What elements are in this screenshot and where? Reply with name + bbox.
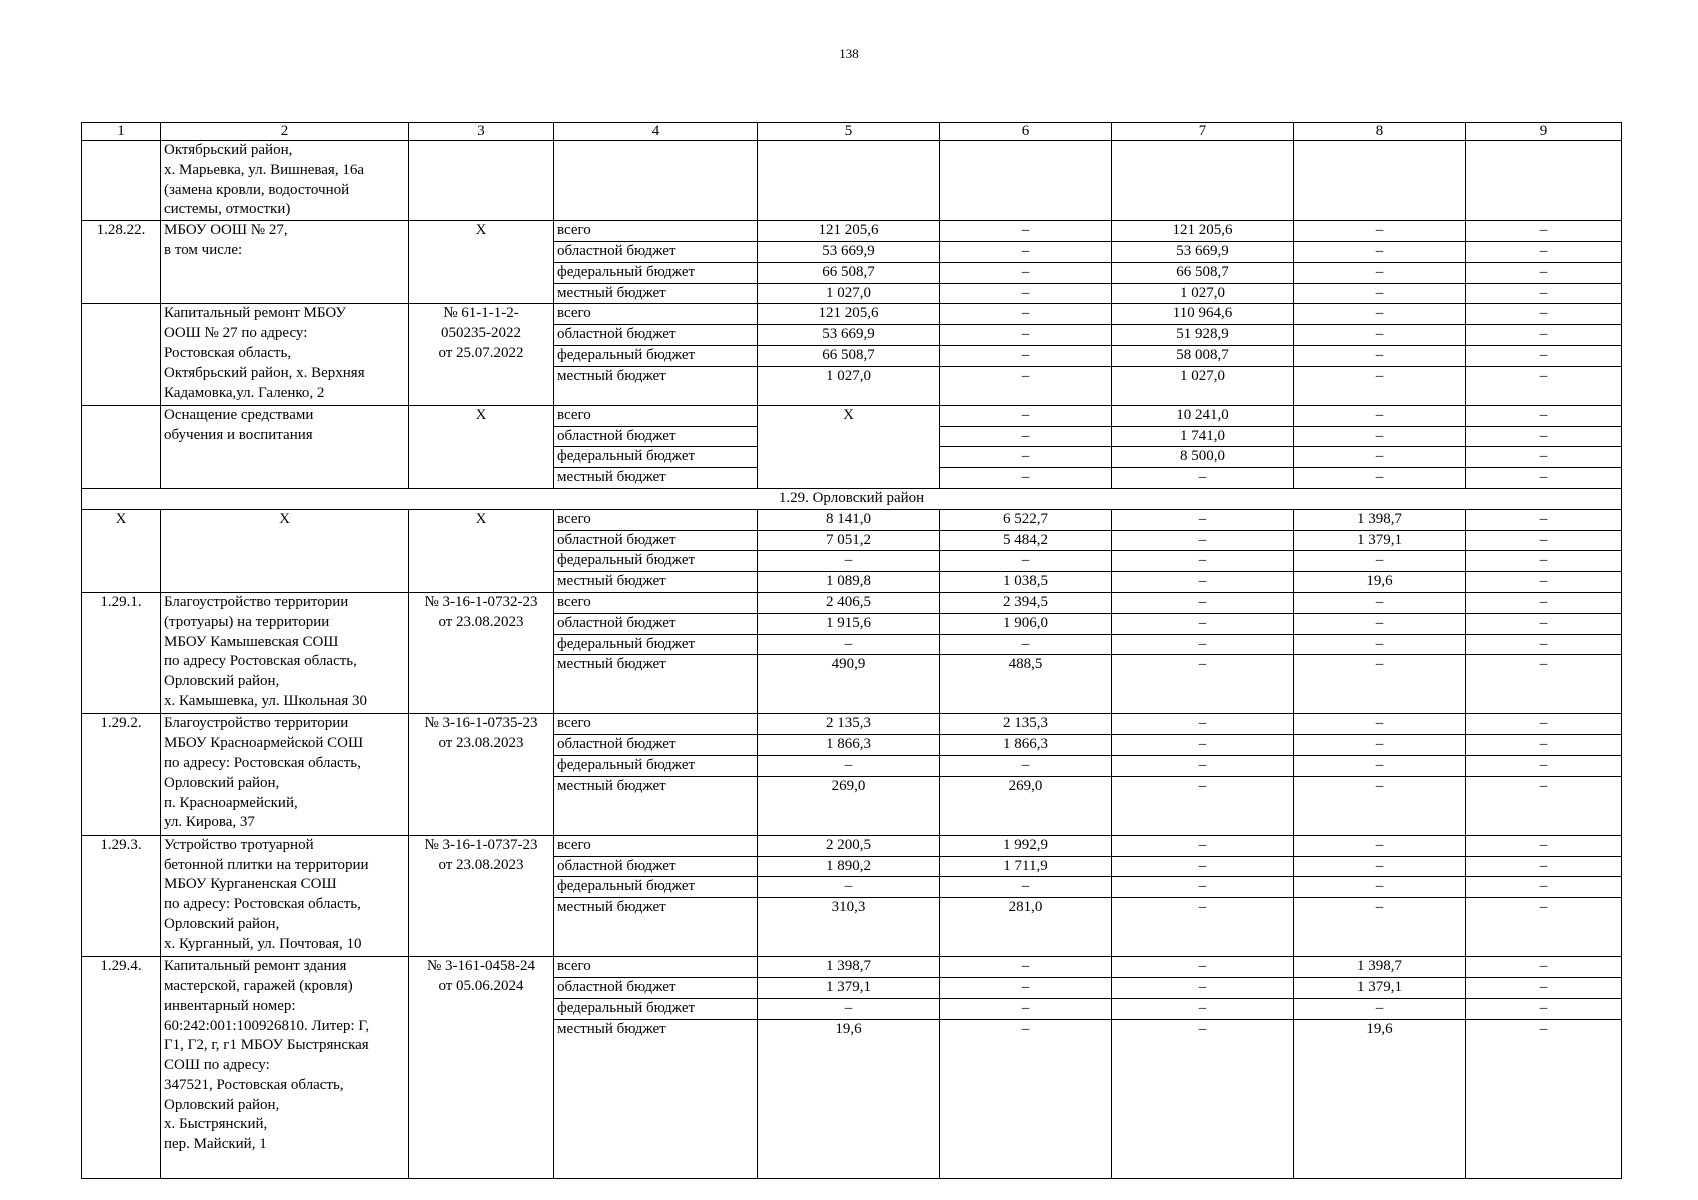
amount-year-2026: – xyxy=(1294,262,1466,283)
amount-total: 121 205,6 xyxy=(758,221,940,242)
budget-line-label: областной бюджет xyxy=(554,426,758,447)
amount-year-2025: – xyxy=(1112,714,1294,735)
col-header-4: 4 xyxy=(554,123,758,141)
budget-line-label: всего xyxy=(554,304,758,325)
amount-year-2027: – xyxy=(1466,283,1622,304)
empty-cell xyxy=(409,141,554,221)
amount-total: 1 379,1 xyxy=(758,978,940,999)
amount-year-2026: – xyxy=(1294,613,1466,634)
amount-year-2025: 8 500,0 xyxy=(1112,447,1294,468)
budget-line-label: местный бюджет xyxy=(554,655,758,714)
amount-year-2025: 1 027,0 xyxy=(1112,283,1294,304)
amount-year-2024: 1 711,9 xyxy=(940,856,1112,877)
amount-year-2025: 110 964,6 xyxy=(1112,304,1294,325)
amount-total: 1 890,2 xyxy=(758,856,940,877)
amount-year-2027: – xyxy=(1466,572,1622,593)
amount-year-2024: – xyxy=(940,447,1112,468)
amount-total: 53 669,9 xyxy=(758,241,940,262)
budget-line-label: федеральный бюджет xyxy=(554,634,758,655)
amount-year-2024: – xyxy=(940,468,1112,489)
col-header-9: 9 xyxy=(1466,123,1622,141)
amount-year-2025: 1 741,0 xyxy=(1112,426,1294,447)
amount-year-2026: – xyxy=(1294,345,1466,366)
amount-year-2026: – xyxy=(1294,426,1466,447)
amount-year-2026: – xyxy=(1294,241,1466,262)
budget-line-label: местный бюджет xyxy=(554,366,758,405)
amount-year-2025: – xyxy=(1112,735,1294,756)
amount-total: 53 669,9 xyxy=(758,325,940,346)
section-row xyxy=(82,488,1622,509)
object-description: Оснащение средствами обучения и воспитания xyxy=(161,405,409,488)
amount-year-2026: – xyxy=(1294,447,1466,468)
budget-line-label: местный бюджет xyxy=(554,898,758,957)
budget-line-label: всего xyxy=(554,509,758,530)
amount-year-2026: – xyxy=(1294,221,1466,242)
table-row xyxy=(82,509,1622,530)
amount-total: 19,6 xyxy=(758,1020,940,1179)
amount-year-2027: – xyxy=(1466,530,1622,551)
amount-year-2027: – xyxy=(1466,856,1622,877)
amount-year-2027: – xyxy=(1466,304,1622,325)
amount-year-2026: – xyxy=(1294,835,1466,856)
amount-year-2026: – xyxy=(1294,283,1466,304)
amount-year-2025: 58 008,7 xyxy=(1112,345,1294,366)
amount-total: 2 135,3 xyxy=(758,714,940,735)
budget-table xyxy=(81,122,1622,1179)
amount-year-2027: – xyxy=(1466,613,1622,634)
col-header-7: 7 xyxy=(1112,123,1294,141)
header-row xyxy=(82,123,1622,141)
empty-cell xyxy=(940,141,1112,221)
amount-year-2027: – xyxy=(1466,468,1622,489)
amount-year-2026: – xyxy=(1294,999,1466,1020)
table-row xyxy=(82,714,1622,735)
amount-year-2025: – xyxy=(1112,551,1294,572)
amount-year-2026: – xyxy=(1294,877,1466,898)
object-description: Устройство тротуарной бетонной плитки на территории МБОУ Курганенская СОШ по адресу: Ростовская область, Орловский район, х. Курганный, ул. Почтовая, 10 xyxy=(161,835,409,956)
amount-year-2025: – xyxy=(1112,655,1294,714)
table-row xyxy=(82,835,1622,856)
amount-year-2025: 121 205,6 xyxy=(1112,221,1294,242)
amount-year-2024: 6 522,7 xyxy=(940,509,1112,530)
amount-year-2026: – xyxy=(1294,551,1466,572)
budget-line-label: областной бюджет xyxy=(554,613,758,634)
col-header-8: 8 xyxy=(1294,123,1466,141)
budget-line-label: всего xyxy=(554,592,758,613)
document-number: Х xyxy=(409,509,554,592)
amount-year-2024: – xyxy=(940,283,1112,304)
document-number: № 61-1-1-2- 050235-2022 от 25.07.2022 xyxy=(409,304,554,405)
amount-year-2024: – xyxy=(940,241,1112,262)
amount-year-2024: 269,0 xyxy=(940,776,1112,835)
amount-total: 1 027,0 xyxy=(758,283,940,304)
amount-year-2027: – xyxy=(1466,345,1622,366)
amount-year-2027: – xyxy=(1466,262,1622,283)
object-description: МБОУ ООШ № 27, в том числе: xyxy=(161,221,409,304)
amount-year-2024: – xyxy=(940,366,1112,405)
row-number: 1.29.2. xyxy=(82,714,161,835)
amount-year-2026: – xyxy=(1294,468,1466,489)
amount-total: 490,9 xyxy=(758,655,940,714)
amount-year-2024: – xyxy=(940,634,1112,655)
amount-year-2027: – xyxy=(1466,755,1622,776)
amount-year-2025: – xyxy=(1112,957,1294,978)
section-title: 1.29. Орловский район xyxy=(82,488,1622,509)
amount-year-2027: – xyxy=(1466,447,1622,468)
amount-total: – xyxy=(758,551,940,572)
object-description: Октябрьский район, х. Марьевка, ул. Вишневая, 16а (замена кровли, водосточной системы, отмостки) xyxy=(161,141,409,221)
budget-line-label: всего xyxy=(554,835,758,856)
document-number: № 3-16-1-0735-23 от 23.08.2023 xyxy=(409,714,554,835)
document-number: № 3-16-1-0737-23 от 23.08.2023 xyxy=(409,835,554,956)
col-header-6: 6 xyxy=(940,123,1112,141)
amount-year-2026: 19,6 xyxy=(1294,572,1466,593)
amount-year-2026: – xyxy=(1294,304,1466,325)
budget-line-label: областной бюджет xyxy=(554,856,758,877)
budget-line-label: федеральный бюджет xyxy=(554,262,758,283)
row-number: 1.28.22. xyxy=(82,221,161,304)
object-description: Капитальный ремонт здания мастерской, гаражей (кровля) инвентарный номер: 60:242:001:100926810. Литер: Г, Г1, Г2, г, г1 МБОУ Быстрянская СОШ по адресу: 347521, Ростовская область, Орловский район, х. Быстрянский, пер. Майский, 1 xyxy=(161,957,409,1179)
row-number xyxy=(82,304,161,405)
amount-year-2025: – xyxy=(1112,468,1294,489)
amount-year-2024: – xyxy=(940,345,1112,366)
amount-total: 66 508,7 xyxy=(758,262,940,283)
row-number xyxy=(82,141,161,221)
amount-total: Х xyxy=(758,405,940,488)
page-number: 138 xyxy=(839,46,859,61)
document-number: № 3-161-0458-24 от 05.06.2024 xyxy=(409,957,554,1179)
amount-year-2025: – xyxy=(1112,530,1294,551)
object-description: Х xyxy=(161,509,409,592)
amount-year-2024: 281,0 xyxy=(940,898,1112,957)
amount-year-2025: 53 669,9 xyxy=(1112,241,1294,262)
amount-year-2024: – xyxy=(940,999,1112,1020)
amount-year-2025: – xyxy=(1112,592,1294,613)
empty-cell xyxy=(554,141,758,221)
amount-year-2027: – xyxy=(1466,978,1622,999)
amount-year-2027: – xyxy=(1466,325,1622,346)
document-number: № 3-16-1-0732-23 от 23.08.2023 xyxy=(409,592,554,713)
amount-year-2024: – xyxy=(940,1020,1112,1179)
amount-year-2024: 1 906,0 xyxy=(940,613,1112,634)
amount-total: 121 205,6 xyxy=(758,304,940,325)
col-header-2: 2 xyxy=(161,123,409,141)
amount-year-2025: – xyxy=(1112,999,1294,1020)
amount-year-2025: – xyxy=(1112,856,1294,877)
amount-total: 269,0 xyxy=(758,776,940,835)
document-number: Х xyxy=(409,405,554,488)
amount-year-2024: 2 394,5 xyxy=(940,592,1112,613)
col-header-1: 1 xyxy=(82,123,161,141)
amount-year-2026: 1 398,7 xyxy=(1294,509,1466,530)
amount-year-2025: 1 027,0 xyxy=(1112,366,1294,405)
amount-year-2026: – xyxy=(1294,856,1466,877)
col-header-3: 3 xyxy=(409,123,554,141)
amount-total: – xyxy=(758,634,940,655)
amount-total: 66 508,7 xyxy=(758,345,940,366)
amount-year-2024: – xyxy=(940,957,1112,978)
budget-line-label: областной бюджет xyxy=(554,241,758,262)
amount-year-2025: – xyxy=(1112,755,1294,776)
amount-year-2027: – xyxy=(1466,735,1622,756)
amount-year-2025: – xyxy=(1112,898,1294,957)
amount-year-2027: – xyxy=(1466,634,1622,655)
amount-year-2026: – xyxy=(1294,592,1466,613)
amount-year-2024: – xyxy=(940,978,1112,999)
amount-year-2027: – xyxy=(1466,551,1622,572)
empty-cell xyxy=(1466,141,1622,221)
amount-year-2027: – xyxy=(1466,221,1622,242)
amount-year-2024: 1 992,9 xyxy=(940,835,1112,856)
row-number: 1.29.3. xyxy=(82,835,161,956)
amount-year-2024: – xyxy=(940,325,1112,346)
amount-total: 1 398,7 xyxy=(758,957,940,978)
budget-line-label: областной бюджет xyxy=(554,735,758,756)
budget-line-label: местный бюджет xyxy=(554,283,758,304)
amount-total: 1 915,6 xyxy=(758,613,940,634)
amount-total: – xyxy=(758,877,940,898)
table-row xyxy=(82,221,1622,242)
amount-year-2025: – xyxy=(1112,1020,1294,1179)
amount-year-2024: 2 135,3 xyxy=(940,714,1112,735)
budget-line-label: всего xyxy=(554,405,758,426)
amount-year-2027: – xyxy=(1466,241,1622,262)
table-row xyxy=(82,957,1622,978)
table-row xyxy=(82,304,1622,325)
object-description: Благоустройство территории МБОУ Красноармейской СОШ по адресу: Ростовская область, Орловский район, п. Красноармейский, ул. Кирова, 37 xyxy=(161,714,409,835)
document-number: Х xyxy=(409,221,554,304)
amount-year-2024: – xyxy=(940,877,1112,898)
budget-line-label: всего xyxy=(554,714,758,735)
amount-total: 1 027,0 xyxy=(758,366,940,405)
amount-year-2027: – xyxy=(1466,366,1622,405)
amount-year-2024: – xyxy=(940,551,1112,572)
amount-year-2025: 66 508,7 xyxy=(1112,262,1294,283)
object-description: Капитальный ремонт МБОУ ООШ № 27 по адресу: Ростовская область, Октябрьский район, х. Верхняя Кадамовка,ул. Галенко, 2 xyxy=(161,304,409,405)
amount-year-2025: – xyxy=(1112,572,1294,593)
budget-line-label: всего xyxy=(554,957,758,978)
budget-line-label: федеральный бюджет xyxy=(554,755,758,776)
amount-total: 310,3 xyxy=(758,898,940,957)
budget-line-label: местный бюджет xyxy=(554,468,758,489)
budget-line-label: областной бюджет xyxy=(554,530,758,551)
amount-year-2026: – xyxy=(1294,735,1466,756)
amount-total: 1 866,3 xyxy=(758,735,940,756)
empty-cell xyxy=(1112,141,1294,221)
amount-year-2026: – xyxy=(1294,634,1466,655)
object-description: Благоустройство территории (тротуары) на территории МБОУ Камышевская СОШ по адресу Ростовская область, Орловский район, х. Камышевка, ул. Школьная 30 xyxy=(161,592,409,713)
amount-year-2027: – xyxy=(1466,405,1622,426)
amount-year-2026: – xyxy=(1294,325,1466,346)
amount-total: 2 406,5 xyxy=(758,592,940,613)
budget-line-label: местный бюджет xyxy=(554,572,758,593)
amount-year-2024: 1 038,5 xyxy=(940,572,1112,593)
row-number: 1.29.1. xyxy=(82,592,161,713)
amount-year-2026: 1 398,7 xyxy=(1294,957,1466,978)
amount-total: 7 051,2 xyxy=(758,530,940,551)
amount-year-2026: – xyxy=(1294,755,1466,776)
amount-year-2025: 51 928,9 xyxy=(1112,325,1294,346)
budget-line-label: федеральный бюджет xyxy=(554,551,758,572)
budget-line-label: федеральный бюджет xyxy=(554,447,758,468)
amount-year-2026: – xyxy=(1294,405,1466,426)
amount-year-2024: 1 866,3 xyxy=(940,735,1112,756)
amount-year-2025: 10 241,0 xyxy=(1112,405,1294,426)
amount-year-2024: 488,5 xyxy=(940,655,1112,714)
row-number: 1.29.4. xyxy=(82,957,161,1179)
amount-total: – xyxy=(758,755,940,776)
amount-year-2026: – xyxy=(1294,655,1466,714)
amount-year-2027: – xyxy=(1466,957,1622,978)
row-number: Х xyxy=(82,509,161,592)
amount-year-2026: 19,6 xyxy=(1294,1020,1466,1179)
budget-line-label: местный бюджет xyxy=(554,776,758,835)
amount-year-2027: – xyxy=(1466,999,1622,1020)
amount-total: – xyxy=(758,999,940,1020)
amount-total: 8 141,0 xyxy=(758,509,940,530)
amount-year-2024: – xyxy=(940,426,1112,447)
amount-year-2025: – xyxy=(1112,877,1294,898)
amount-year-2027: – xyxy=(1466,426,1622,447)
amount-year-2026: – xyxy=(1294,366,1466,405)
amount-year-2024: – xyxy=(940,755,1112,776)
row-number xyxy=(82,405,161,488)
amount-year-2027: – xyxy=(1466,898,1622,957)
amount-year-2024: – xyxy=(940,262,1112,283)
col-header-5: 5 xyxy=(758,123,940,141)
table-row xyxy=(82,592,1622,613)
amount-year-2026: 1 379,1 xyxy=(1294,978,1466,999)
amount-year-2025: – xyxy=(1112,613,1294,634)
amount-year-2024: 5 484,2 xyxy=(940,530,1112,551)
amount-year-2025: – xyxy=(1112,835,1294,856)
amount-year-2024: – xyxy=(940,304,1112,325)
budget-line-label: федеральный бюджет xyxy=(554,345,758,366)
amount-year-2026: – xyxy=(1294,898,1466,957)
budget-line-label: федеральный бюджет xyxy=(554,999,758,1020)
table-row xyxy=(82,405,1622,426)
amount-year-2024: – xyxy=(940,221,1112,242)
amount-year-2027: – xyxy=(1466,776,1622,835)
budget-line-label: местный бюджет xyxy=(554,1020,758,1179)
amount-total: 2 200,5 xyxy=(758,835,940,856)
budget-line-label: федеральный бюджет xyxy=(554,877,758,898)
amount-year-2025: – xyxy=(1112,978,1294,999)
amount-year-2027: – xyxy=(1466,1020,1622,1179)
budget-line-label: всего xyxy=(554,221,758,242)
amount-year-2027: – xyxy=(1466,655,1622,714)
budget-line-label: областной бюджет xyxy=(554,978,758,999)
amount-year-2026: 1 379,1 xyxy=(1294,530,1466,551)
budget-line-label: областной бюджет xyxy=(554,325,758,346)
amount-year-2027: – xyxy=(1466,509,1622,530)
amount-year-2024: – xyxy=(940,405,1112,426)
amount-year-2026: – xyxy=(1294,776,1466,835)
amount-year-2025: – xyxy=(1112,509,1294,530)
amount-total: 1 089,8 xyxy=(758,572,940,593)
amount-year-2025: – xyxy=(1112,776,1294,835)
amount-year-2027: – xyxy=(1466,592,1622,613)
continuation-row xyxy=(82,141,1622,221)
amount-year-2027: – xyxy=(1466,877,1622,898)
empty-cell xyxy=(1294,141,1466,221)
empty-cell xyxy=(758,141,940,221)
amount-year-2027: – xyxy=(1466,714,1622,735)
amount-year-2026: – xyxy=(1294,714,1466,735)
amount-year-2025: – xyxy=(1112,634,1294,655)
amount-year-2027: – xyxy=(1466,835,1622,856)
